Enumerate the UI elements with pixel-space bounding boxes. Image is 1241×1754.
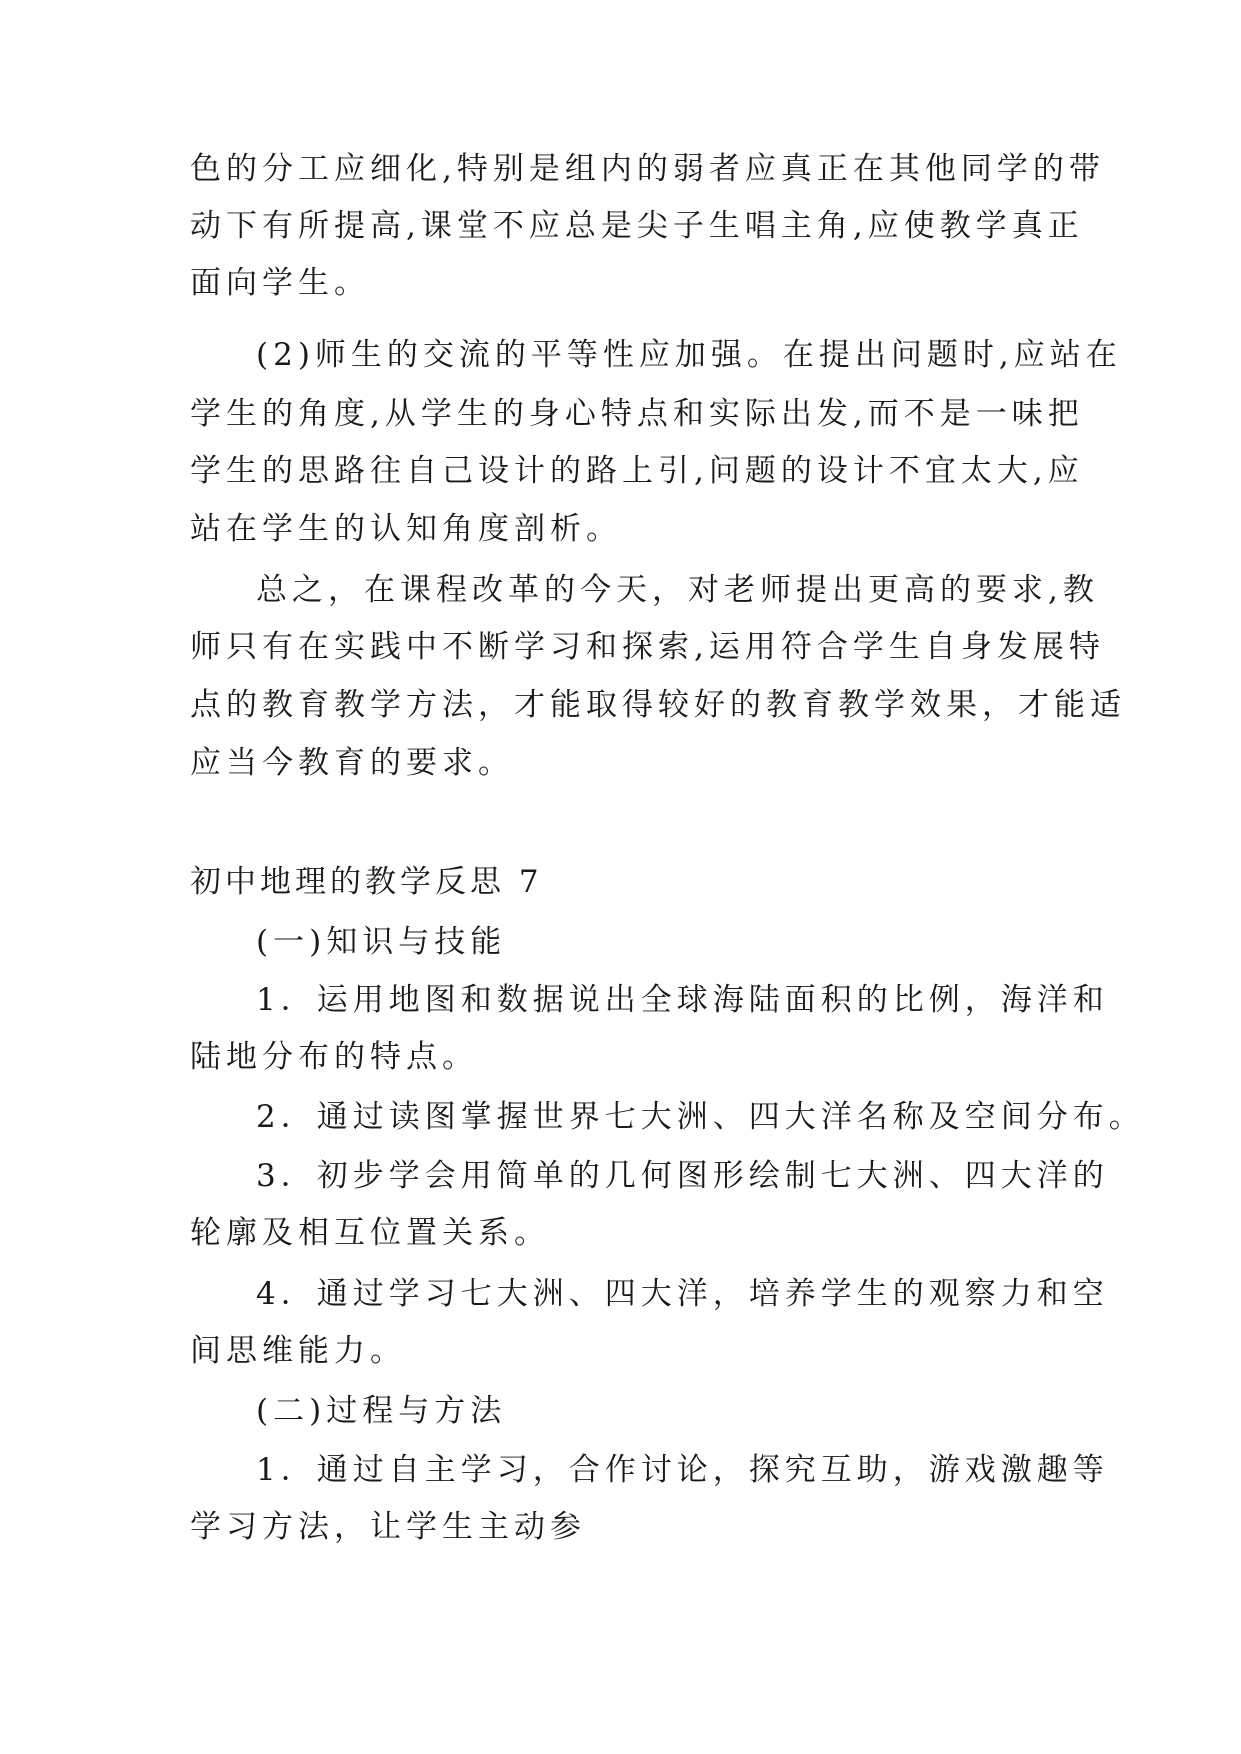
text-line: 2．通过读图掌握世界七大洲、四大洋名称及空间分布。: [256, 1099, 1145, 1135]
text-line: 站在学生的认知角度剖析。: [190, 511, 622, 547]
text-line: (2)师生的交流的平等性应加强。在提出问题时,应站在: [256, 337, 1122, 373]
text-line: 面向学生。: [190, 265, 370, 301]
text-line: (二)过程与方法: [256, 1393, 507, 1429]
text-line: 总之，在课程改革的今天，对老师提出更高的要求,教: [256, 572, 1099, 608]
text-line: 1．通过自主学习，合作讨论，探究互助，游戏激趣等: [256, 1452, 1109, 1488]
text-line: 陆地分布的特点。: [190, 1039, 478, 1075]
text-line: 学生的思路往自己设计的路上引,问题的设计不宜太大,应: [190, 453, 1084, 489]
text-line: 点的教育教学方法，才能取得较好的教育教学效果，才能适: [190, 687, 1126, 723]
text-line: 动下有所提高,课堂不应总是尖子生唱主角,应使教学真正: [190, 208, 1084, 244]
text-line: (一)知识与技能: [256, 924, 507, 960]
text-line: 师只有在实践中不断学习和探索,运用符合学生自身发展特: [190, 629, 1105, 665]
text-line: 轮廓及相互位置关系。: [190, 1215, 550, 1251]
text-line: 学习方法，让学生主动参: [190, 1509, 586, 1545]
text-line: 学生的角度,从学生的身心特点和实际出发,而不是一味把: [190, 396, 1084, 432]
section-heading: 初中地理的教学反思 7: [190, 864, 543, 900]
text-line: 应当今教育的要求。: [190, 745, 514, 781]
text-line: 4．通过学习七大洲、四大洋，培养学生的观察力和空: [256, 1276, 1109, 1312]
text-line: 1．运用地图和数据说出全球海陆面积的比例，海洋和: [256, 982, 1109, 1018]
text-line: 色的分工应细化,特别是组内的弱者应真正在其他同学的带: [190, 151, 1105, 187]
text-line: 3．初步学会用简单的几何图形绘制七大洲、四大洋的: [256, 1158, 1109, 1194]
text-line: 间思维能力。: [190, 1333, 406, 1369]
